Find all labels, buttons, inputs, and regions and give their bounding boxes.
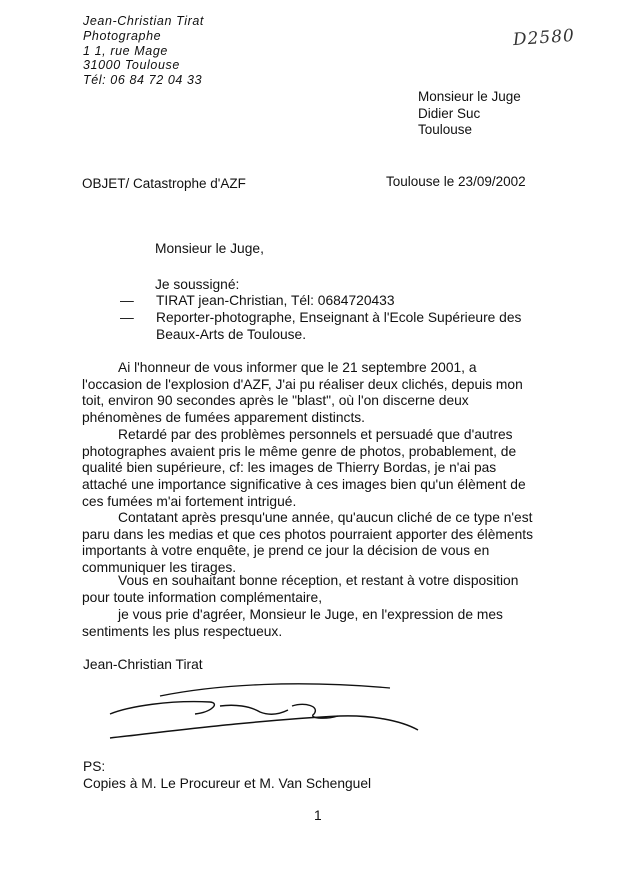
page-number: 1 [314,808,322,823]
recipient-city: Toulouse [418,122,473,137]
paragraph-line: ces fumées m'ai fortement intrigué. [82,493,297,509]
paragraph-line: Vous en souhaitant bonne réception, et restant à votre disposition [118,573,519,588]
sender-name: Jean-Christian Tirat [83,14,204,28]
paragraph-line: phénomènes de fumées apparement distincts. [82,410,366,426]
paragraph-line: je vous prie d'agréer, Monsieur le Juge, en l'expression de mes [118,607,503,622]
dash-bullet: — [120,293,134,308]
postscript [83,758,371,792]
paragraph-line: qualité bien supérieure, cf: les images de Thierry Bordas, je n'ai pas [82,460,497,476]
dash-item-text: Reporter-photographe, Enseignant à l'Ecole Supérieure des [156,310,522,325]
paragraph-line: attaché une importance significative à ces images bien qu'un élèment de [82,477,526,493]
dash-item-text-continued: Beaux-Arts de Toulouse. [156,326,307,342]
paragraph-line: Retardé par des problèmes personnels et persuadé que d'autres [118,427,513,442]
sender-phone: Tél: 06 84 72 04 33 [83,73,203,88]
dash-bullet: — [120,310,134,325]
soussigne-label: Je soussigné: [155,277,240,292]
paragraph-line: paru dans les medias et que ces photos pourraient apporter des élèments [82,526,533,542]
paragraph-line: importants à votre enquête, je prend ce jour la décision de vous en [82,543,490,559]
sender-street: 1 1, rue Mage [83,43,168,58]
paragraph-line: toit, environ 90 secondes après le "blast", où l'on discerne deux [82,393,469,409]
paragraph-line: Contatant après presqu'une année, qu'aucun cliché de ce type n'est [118,510,533,525]
paragraph-closing [82,607,503,640]
paragraph-line: photographes avaient pris le même genre de photos, probablement, de [82,443,517,459]
letter-subject: OBJET/ Catastrophe d'AZF [82,176,246,191]
signature-name: Jean-Christian Tirat [83,657,203,672]
paragraph-4 [82,573,518,606]
paragraph-line: l'occasion de l'explosion d'AZF, J'ai pu réaliser deux clichés, depuis mon [82,376,523,392]
sender-profession: Photographe [83,28,162,43]
paragraph-2 [82,427,526,511]
paragraph-line: pour toute information complémentaire, [82,589,323,605]
recipient-title: Monsieur le Juge [418,89,521,104]
ps-copies: Copies à M. Le Procureur et M. Van Schenguel [83,776,372,791]
paragraph-line: Ai l'honneur de vous informer que le 21 septembre 2001, a [118,360,477,375]
paragraph-3 [82,510,533,577]
dash-item-text: TIRAT jean-Christian, Tél: 0684720433 [156,293,395,308]
salutation: Monsieur le Juge, [155,241,264,256]
handwritten-reference: D2580 [512,25,576,51]
recipient-address [418,89,521,139]
ps-label: PS: [83,759,106,774]
paragraph-1 [82,360,523,427]
paragraph-line: communiquer les tirages. [82,560,237,576]
sender-address [83,14,204,88]
recipient-name: Didier Suc [418,105,481,121]
paragraph-line: sentiments les plus respectueux. [82,623,283,639]
handwritten-signature [100,676,430,748]
sender-city: 31000 Toulouse [83,58,180,73]
letter-date: Toulouse le 23/09/2002 [386,174,526,189]
